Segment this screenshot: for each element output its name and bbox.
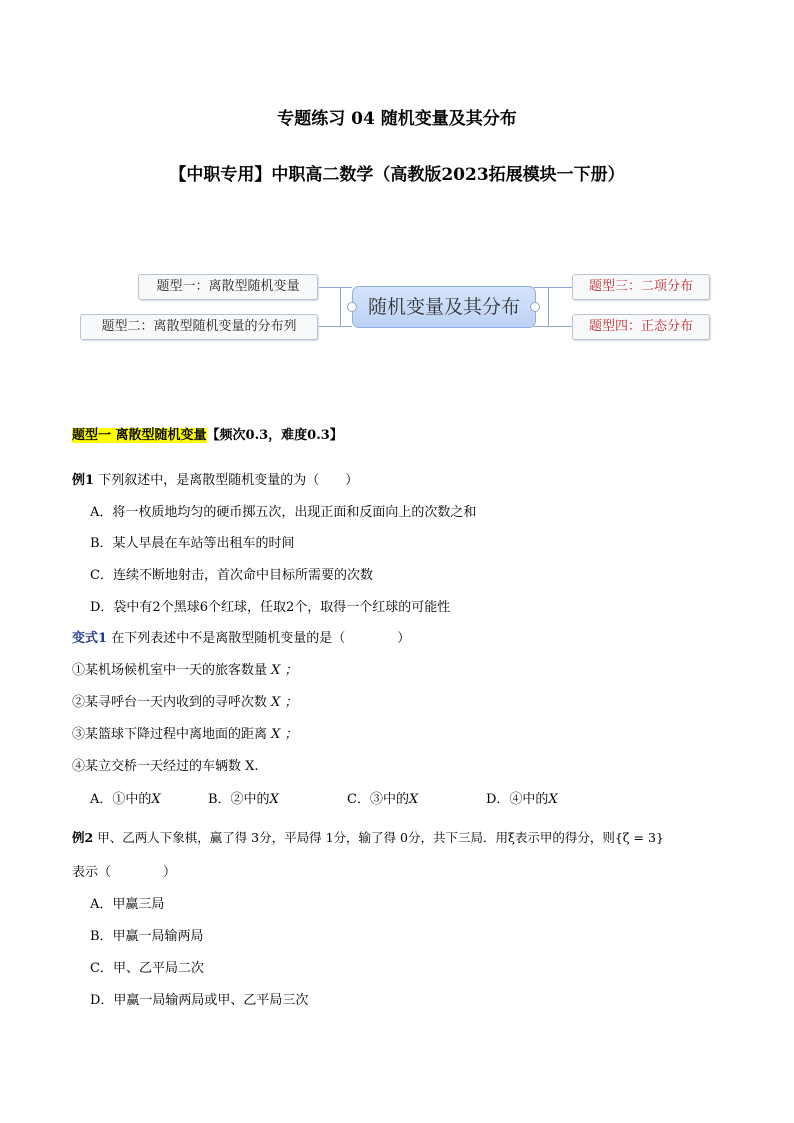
variant1-item: [72, 659, 298, 678]
choice-var: X: [269, 792, 279, 807]
variant1-item-text: ①某机场候机室中一天的旅客数量: [72, 663, 268, 678]
example2-option-c: C．甲、乙平局二次: [90, 961, 204, 976]
variant1-item: [72, 723, 298, 742]
mindmap-node-type1: 题型一：离散型随机变量: [138, 274, 318, 300]
example1-option-a: A．将一枚质地均匀的硬币掷五次，出现正面和反面向上的次数之和: [90, 505, 477, 520]
example2-option-b: B．甲赢一局输两局: [90, 929, 204, 944]
example2-option-d: D．甲赢一局输两局或甲、乙平局三次: [90, 993, 309, 1008]
mindmap-node-type4: 题型四：正态分布: [572, 314, 710, 340]
variant1-item-var: X ；: [267, 695, 298, 710]
mindmap-connector: [340, 287, 341, 327]
mindmap-center-node: 随机变量及其分布: [352, 286, 536, 328]
variant1-item-var: X ；: [267, 727, 298, 742]
mindmap-connector: [318, 287, 352, 288]
choice-text: A．①中的: [90, 792, 152, 807]
example2-question-cont: 表示（ ）: [72, 865, 177, 880]
variant1-item-var: X ；: [267, 663, 298, 678]
choice-text: B．②中的: [208, 792, 270, 807]
variant1-label: 变式1: [72, 631, 108, 646]
choice-var: X: [548, 792, 558, 807]
example1-text: 下列叙述中，是离散型随机变量的为（ ）: [98, 473, 359, 488]
collapse-knob-icon: [530, 302, 540, 312]
mindmap-connector: [534, 287, 572, 288]
choice-var: X: [151, 792, 161, 807]
choice-var: X: [408, 792, 419, 807]
mindmap-connector: [318, 326, 352, 327]
example2-question: [72, 828, 664, 846]
mindmap-node-type3: 题型三：二项分布: [572, 274, 710, 300]
variant1-item: [72, 755, 259, 774]
variant1-choice-b: [208, 788, 279, 807]
example1-label: 例1: [72, 473, 95, 488]
variant1-item-var: X.: [241, 759, 259, 774]
collapse-knob-icon: [347, 302, 357, 312]
variant1-choice-a: [90, 788, 161, 807]
section-heading-highlight: 题型一 离散型随机变量: [72, 428, 207, 443]
mindmap-connector: [534, 326, 572, 327]
variant1-item-text: ③某篮球下降过程中离地面的距离: [72, 727, 268, 742]
example1-option-b: B．某人早晨在车站等出租车的时间: [90, 536, 295, 551]
mindmap-connector: [548, 287, 549, 327]
example2-option-a: A．甲赢三局: [90, 897, 165, 912]
example1-option-c: C．连续不断地射击，首次命中目标所需要的次数: [90, 568, 373, 583]
example1-question: [72, 469, 358, 488]
mindmap-node-type2: 题型二：离散型随机变量的分布列: [80, 314, 318, 340]
variant1-item-text: ②某寻呼台一天内收到的寻呼次数: [72, 695, 268, 710]
variant1-question: [72, 627, 410, 646]
example2-label: 例2: [72, 830, 94, 845]
variant1-text: 在下列表述中不是离散型随机变量的是（ ）: [111, 631, 411, 646]
section-heading: [72, 424, 343, 443]
page-title: 专题练习 04 随机变量及其分布: [277, 109, 517, 129]
choice-text: D．④中的: [486, 792, 549, 807]
section-heading-meta: 【频次0.3，难度0.3】: [206, 428, 343, 443]
variant1-choice-c: [347, 788, 418, 807]
choice-text: C．③中的: [347, 792, 409, 807]
variant1-item-text: ④某立交桥一天经过的车辆数: [72, 759, 242, 774]
variant1-item: [72, 691, 298, 710]
page-subtitle: 【中职专用】中职高二数学（高教版2023拓展模块一下册）: [169, 165, 625, 185]
example1-option-d: D．袋中有2个黑球6个红球，任取2个，取得一个红球的可能性: [90, 600, 451, 615]
variant1-choice-d: [486, 788, 558, 807]
example2-text: 甲、乙两人下象棋，赢了得 3分，平局得 1分，输了得 0分，共下三局．用ξ表示甲的得分，则{ζ = 3}: [97, 830, 664, 845]
